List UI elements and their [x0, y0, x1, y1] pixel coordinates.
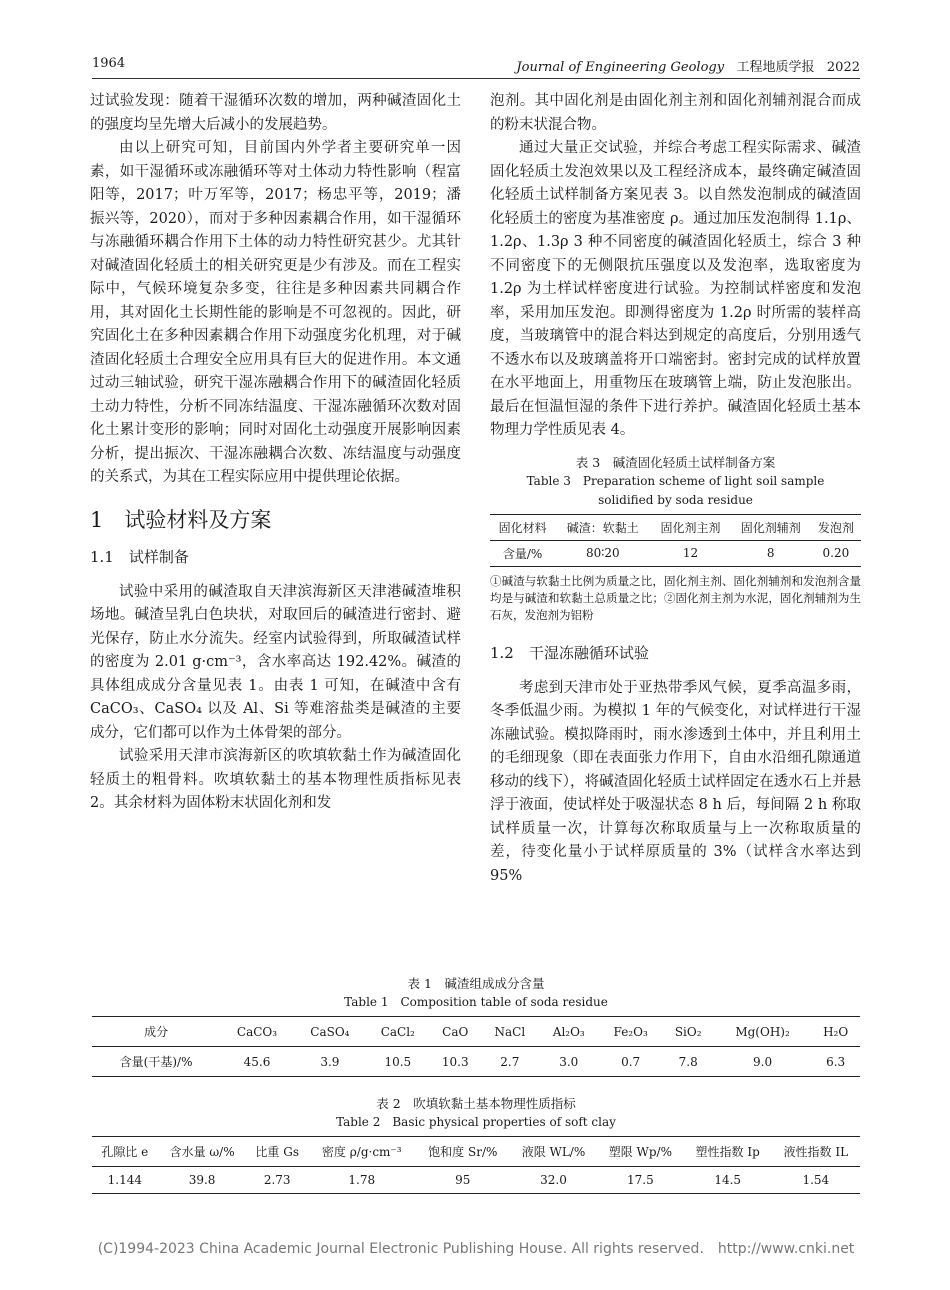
table-cell: 80∶20 — [555, 540, 650, 566]
section-heading: 1 试验材料及方案 — [90, 507, 272, 532]
table-cell: 3.0 — [539, 1047, 599, 1077]
paragraph: 考虑到天津市处于亚热带季风气候，夏季高温多雨，冬季低温少雨。为模拟 1 年的气候变化，对试样进行干湿冻融试验。模拟降雨时，雨水渗透到土体中，并且利用土的毛细现象（即在表面张力作用下，自由水沿细孔隙通道移动的线下），将碱渣固化轻质土试样固定在透水石上并悬浮于液面，使试样处于吸湿状态 8 h 后，每间隔 2 h 称取试样质量一次，计算每次称取质量与上一次称取质量的差，待变化量小于试样原质量的 3%（试样含水率达到 95% — [490, 679, 861, 884]
table-header: 固化剂主剂 — [650, 514, 730, 540]
subsection-heading: 1.2 干湿冻融循环试验 — [490, 643, 649, 662]
table-3 — [490, 514, 861, 567]
table-header: 成分 — [92, 1017, 220, 1047]
paragraph: 试验中采用的碱渣取自天津滨海新区天津港碱渣堆积场地。碱渣呈乳白色块状，对取回后的碱渣进行密封、避光保存，防止水分流失。经室内试验得到，所取碱渣试样的密度为 2.01 g·cm⁻³，含水率高达 192.42%。碱渣的具体组成成分含量见表 1。由表 1 可知，在碱渣中含有 CaCO₃、CaSO₄ 以及 Al、Si 等难溶盐类是碱渣的主要成分，它们都可以作为土体骨架的部分。 — [90, 583, 461, 741]
table-header: H₂O — [811, 1017, 860, 1047]
table-cell: 8 — [731, 540, 811, 566]
table-cell: 39.8 — [158, 1167, 247, 1194]
table-header: SiO₂ — [663, 1017, 714, 1047]
table-header: 发泡剂 — [811, 514, 861, 540]
table-cell: 2.7 — [481, 1047, 539, 1077]
table-header: 塑性指数 Ip — [684, 1137, 772, 1167]
table-cell: 10.3 — [430, 1047, 481, 1077]
table-header: 固化材料 — [490, 514, 555, 540]
table-cell: 6.3 — [811, 1047, 860, 1077]
table-header: 密度 ρ/g·cm⁻³ — [308, 1137, 416, 1167]
table-header: CaCO₃ — [220, 1017, 294, 1047]
header-rule — [92, 78, 860, 79]
table-note: ①碱渣与软黏土比例为质量之比，固化剂主剂、固化剂辅剂和发泡剂含量均是与碱渣和软黏土总质量之比；②固化剂主剂为水泥，固化剂辅剂为生石灰，发泡剂为铝粉 — [490, 573, 861, 622]
table-header: CaO — [430, 1017, 481, 1047]
table-1 — [92, 1016, 860, 1077]
table-caption-en: Table 2 Basic physical properties of soft clay — [336, 1115, 616, 1129]
table-caption-en: Table 1 Composition table of soda residue — [344, 995, 608, 1009]
table-cell: 9.0 — [714, 1047, 812, 1077]
table-header: 液限 WL/% — [510, 1137, 597, 1167]
table-cell: 0.7 — [599, 1047, 663, 1077]
table-cell: 1.144 — [92, 1167, 158, 1194]
table2-block — [92, 1094, 860, 1194]
journal-year: 2022 — [826, 60, 860, 75]
table-cell: 17.5 — [597, 1167, 684, 1194]
page-number: 1964 — [92, 56, 126, 71]
table-cell: 45.6 — [220, 1047, 294, 1077]
table-header: 碱渣：软黏土 — [555, 514, 650, 540]
table-cell: 32.0 — [510, 1167, 597, 1194]
table-cell: 10.5 — [366, 1047, 430, 1077]
table-header: 固化剂辅剂 — [731, 514, 811, 540]
table-caption: 表 1 碱渣组成成分含量 — [407, 976, 545, 991]
table-header: 比重 Gs — [247, 1137, 308, 1167]
table-cell: 含量/% — [490, 540, 555, 566]
paragraph: 泡剂。其中固化剂是由固化剂主剂和固化剂辅剂混合而成的粉末状混合物。 — [490, 93, 861, 133]
table-cell: 14.5 — [684, 1167, 772, 1194]
table-caption-en: solidified by soda residue — [598, 492, 753, 507]
table-cell: 7.8 — [663, 1047, 714, 1077]
table-2 — [92, 1136, 860, 1194]
table-cell: 12 — [650, 540, 730, 566]
table-cell: 含量(干基)/% — [92, 1047, 220, 1077]
table-cell: 1.78 — [308, 1167, 416, 1194]
table-cell: 95 — [416, 1167, 510, 1194]
table-header: 塑限 Wp/% — [597, 1137, 684, 1167]
table-header: 含水量 ω/% — [158, 1137, 247, 1167]
journal-title — [516, 56, 860, 75]
table-cell: 0.20 — [811, 540, 861, 566]
paragraph: 试验采用天津市滨海新区的吹填软黏土作为碱渣固化轻质土的粗骨料。吹填软黏土的基本物理性质指标见表 2。其余材料为固体粉末状固化剂和发 — [90, 748, 461, 811]
table-header: CaCl₂ — [366, 1017, 430, 1047]
paragraph: 过试验发现：随着干湿循环次数的增加，两种碱渣固化土的强度均呈先增大后减小的发展趋势。 — [90, 93, 461, 133]
table-header: 孔隙比 e — [92, 1137, 158, 1167]
table-header: NaCl — [481, 1017, 539, 1047]
paragraph: 由以上研究可知，目前国内外学者主要研究单一因素，如干湿循环或冻融循环等对土体动力特性影响（程富阳等，2017；叶万军等，2017；杨忠平等，2019；潘振兴等，2020），而对于多种因素耦合作用，如干湿循环与冻融循环耦合作用下土体的动力特性研究甚少。尤其针对碱渣固化轻质土的相关研究更是少有涉及。而在工程实际中，气候环境复杂多变，往往是多种因素共同耦合作用，其对固化土长期性能的影响是不可忽视的。因此，研究固化土在多种因素耦合作用下动强度劣化机理，对于碱渣固化轻质土合理安全应用具有巨大的促进作用。本文通过动三轴试验，研究干湿冻融耦合作用下的碱渣固化轻质土动力特性，分析不同冻结温度、干湿冻融循环次数对固化土累计变形的影响；同时对固化土动强度开展影响因素分析，提出振次、干湿冻融耦合次数、冻结温度与动强度的关系式，为其在工程实际应用中提供理论依据。 — [90, 140, 461, 485]
table-cell: 1.54 — [772, 1167, 860, 1194]
running-header — [92, 56, 860, 78]
left-column — [90, 90, 461, 816]
right-column — [490, 90, 861, 888]
table-cell: 3.9 — [294, 1047, 366, 1077]
journal-title-cn: 工程地质学报 — [736, 60, 815, 75]
table-header: Fe₂O₃ — [599, 1017, 663, 1047]
journal-title-en: Journal of Engineering Geology — [516, 60, 725, 75]
table-caption-en: Table 3 Preparation scheme of light soil sample — [526, 473, 825, 488]
subsection-heading: 1.1 试样制备 — [90, 547, 189, 566]
table-header: Al₂O₃ — [539, 1017, 599, 1047]
table-header: CaSO₄ — [294, 1017, 366, 1047]
table3-block — [490, 453, 861, 624]
table-header: Mg(OH)₂ — [714, 1017, 812, 1047]
copyright-footer: (C)1994-2023 China Academic Journal Electronic Publishing House. All rights reserved. http://www.cnki.net — [97, 1241, 855, 1257]
table-header: 液性指数 IL — [772, 1137, 860, 1167]
table1-block — [92, 974, 860, 1077]
paragraph: 通过大量正交试验，并综合考虑工程实际需求、碱渣固化轻质土发泡效果以及工程经济成本，最终确定碱渣固化轻质土试样制备方案见表 3。以自然发泡制成的碱渣固化轻质土的密度为基准密度 ρ。通过加压发泡制得 1.1ρ、1.2ρ、1.3ρ 3 种不同密度的碱渣固化轻质土，综合 3 种不同密度下的无侧限抗压强度以及发泡率，选取密度为 1.2ρ 为土样试样密度进行试验。为控制试样密度和发泡率，采用加压发泡。即测得密度为 1.2ρ 时所需的装样高度，当玻璃管中的混合料达到规定的高度后，分别用透气不透水布以及玻璃盖将开口端密封。密封完成的试样放置在水平地面上，用重物压在玻璃管上端，防止发泡胀出。最后在恒温恒湿的条件下进行养护。碱渣固化轻质土基本物理力学性质见表 4。 — [490, 140, 861, 438]
table-caption: 表 3 碱渣固化轻质土试样制备方案 — [575, 454, 776, 470]
table-cell: 2.73 — [247, 1167, 308, 1194]
table-caption: 表 2 吹填软黏土基本物理性质指标 — [376, 1096, 576, 1111]
table-header: 饱和度 Sr/% — [416, 1137, 510, 1167]
